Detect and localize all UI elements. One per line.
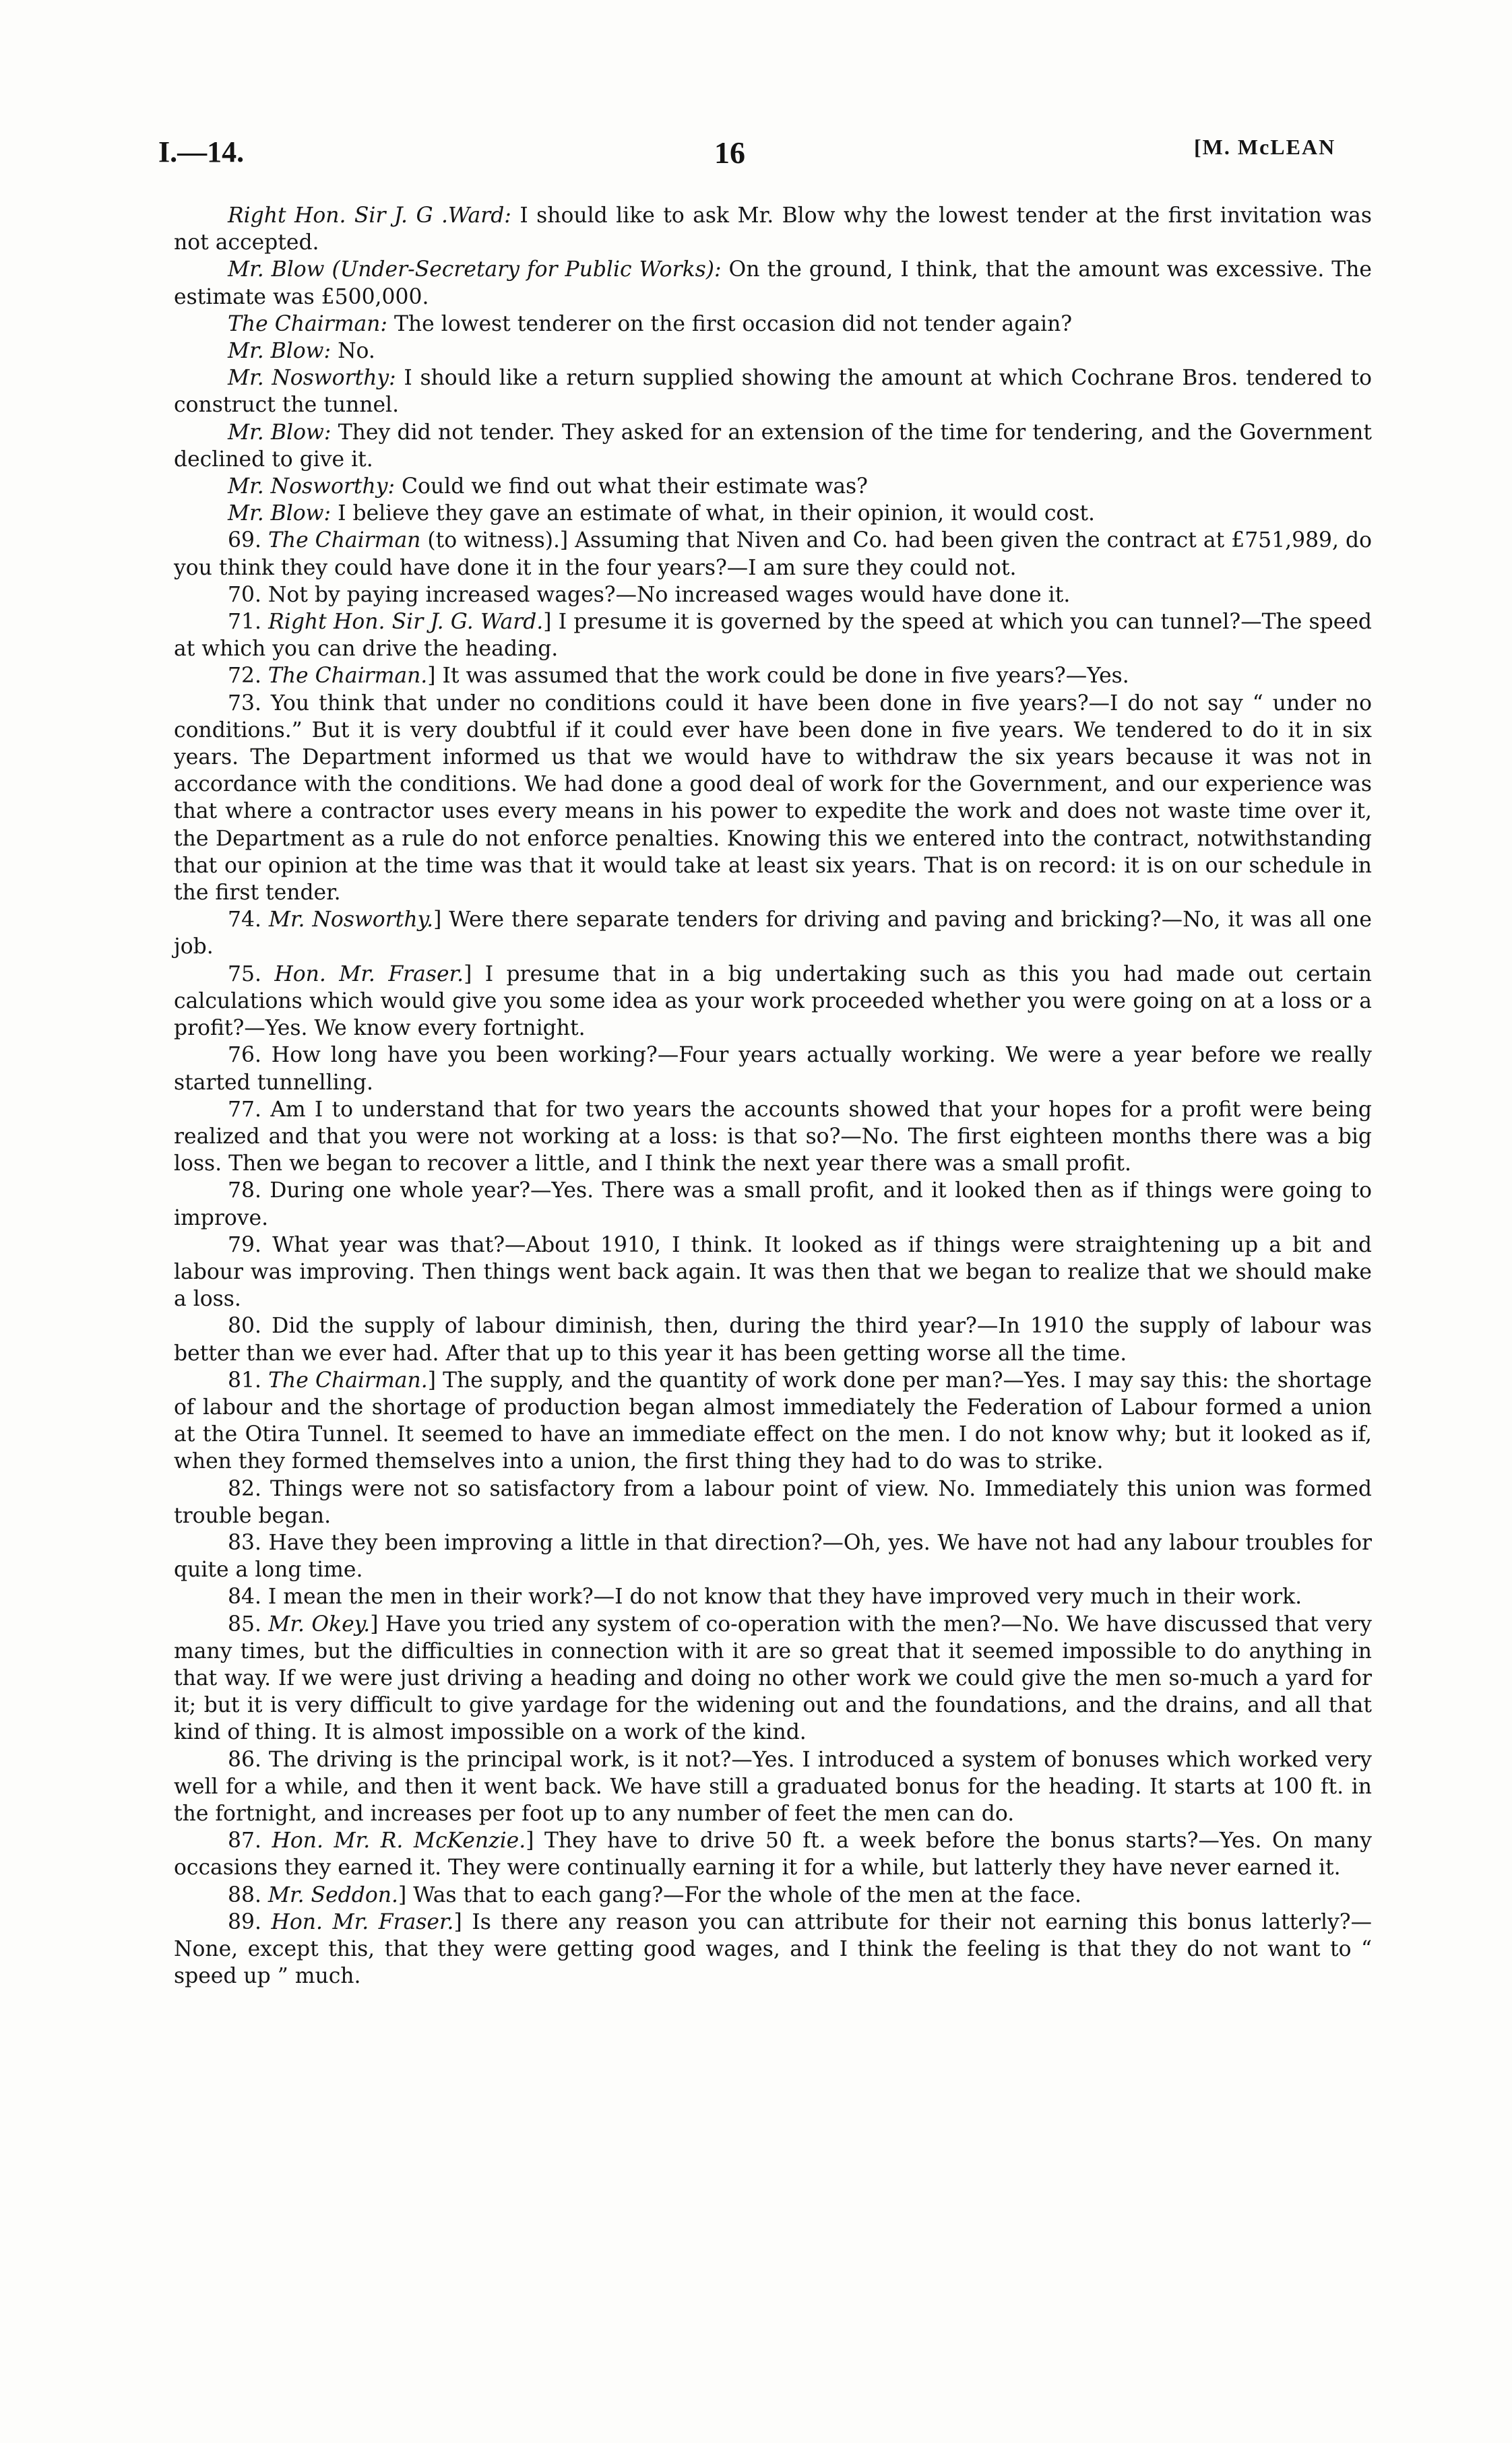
transcript-paragraph	[174, 1746, 1372, 1828]
speaker-name: Right Hon. Sir J. G .Ward:	[228, 203, 511, 228]
page-number: 16	[714, 135, 745, 170]
transcript-paragraph	[174, 1909, 1372, 1990]
transcript-paragraph	[174, 500, 1372, 527]
speaker-name: Mr. Seddon.	[267, 1882, 398, 1907]
question-number: 83.	[228, 1530, 261, 1555]
transcript-paragraph	[174, 1882, 1372, 1909]
speaker-name: The Chairman.	[268, 1368, 428, 1393]
transcript-paragraph	[174, 1042, 1372, 1096]
question-number: 70.	[228, 582, 261, 607]
paragraph-text: You think that under no conditions could it have been done in five years?—I do not say “ under no conditions.” But it is very doubtful if it could ever have been done in five years. We tendered to do it in six years. The Department informed us that we would have to withdraw the six years because it was not in accordance with the conditions. We had done a good deal of work for the Government, and our experience was that where a contractor uses every means in his power to expedite the work and does not waste time over it, the Department as a rule do not enforce penalties. Knowing this we entered into the contract, notwithstanding that our opinion at the time was that it would take at least six years. That is on record: it is on our schedule in the first tender.	[174, 691, 1372, 906]
transcript-paragraph	[174, 608, 1372, 662]
speaker-name: Hon. Mr. R. McKenzie.	[272, 1829, 526, 1853]
paragraph-text: (to witness).] Assuming that Niven and Co. had been given the contract at £751,989, do you think they could have done it in the four years?—I am sure they could not.	[174, 528, 1372, 580]
transcript-paragraph	[174, 473, 1372, 500]
speaker-name: Hon. Mr. Fraser.	[274, 961, 464, 986]
speaker-name: The Chairman	[267, 528, 421, 553]
speaker-name: Mr. Blow:	[228, 420, 332, 445]
paragraph-text: ] It was assumed that the work could be done in five years?—Yes.	[427, 664, 1129, 689]
speaker-name: Mr. Blow (Under-Secretary for Public Works):	[228, 257, 722, 282]
paragraph-text: Am I to understand that for two years the accounts showed that your hopes for a profit were being realized and that you were not working at a loss: is that so?—No. The first eighteen months there was a big loss. Then we began to recover a little, and I think the next year there was a small profit.	[174, 1097, 1372, 1176]
paragraph-text: No.	[338, 339, 375, 364]
transcript-paragraph	[174, 1476, 1372, 1529]
paragraph-text: Things were not so satisfactory from a labour point of view. No. Immediately this union was formed trouble began.	[174, 1476, 1372, 1528]
question-number: 80.	[228, 1314, 261, 1339]
speaker-name: Hon. Mr. Fraser.	[271, 1909, 454, 1934]
question-number: 88.	[228, 1882, 261, 1907]
question-number: 81.	[228, 1368, 261, 1393]
paragraph-text: During one whole year?—Yes. There was a small profit, and it looked then as if things were going to improve.	[174, 1178, 1372, 1230]
transcript-paragraph	[174, 1312, 1372, 1366]
paragraph-text: ] Was that to each gang?—For the whole of the men at the face.	[398, 1882, 1082, 1907]
paragraph-text: I believe they gave an estimate of what, in their opinion, it would cost.	[338, 501, 1096, 526]
transcript-paragraph	[174, 1367, 1372, 1476]
transcript-paragraph	[174, 1177, 1372, 1231]
speaker-name: The Chairman:	[228, 311, 387, 336]
paragraph-text: I should like a return supplied showing the amount at which Cochrane Bros. tendered to construct the tunnel.	[174, 366, 1373, 418]
question-number: 77.	[228, 1097, 261, 1122]
question-number: 73.	[228, 691, 261, 716]
speaker-name: Mr. Nosworthy:	[228, 366, 396, 391]
transcript-paragraph	[174, 1611, 1372, 1746]
document-reference: I.—14.	[158, 135, 245, 168]
paragraph-text: ] The supply, and the quantity of work done per man?—Yes. I may say this: the shortage of labour and the shortage of production began almost immediately the Federation of Labour formed a union at the Otira Tunnel. It seemed to have an immediate effect on the men. I do not know why; but it looked as if, when they formed themselves into a union, the first thing they had to do was to strike.	[174, 1368, 1373, 1474]
question-number: 79.	[228, 1232, 261, 1257]
paragraph-text: On the ground, I think, that the amount was excessive. The estimate was £500,000.	[174, 257, 1373, 309]
speaker-name: Mr. Blow:	[228, 339, 332, 364]
transcript-paragraph	[174, 961, 1372, 1042]
question-number: 78.	[228, 1178, 261, 1203]
question-number: 85.	[228, 1612, 261, 1637]
transcript-paragraph	[174, 1529, 1372, 1583]
paragraph-text: ] Is there any reason you can attribute for their not earning this bonus latterly?—None, except this, that they were getting good wages, and I think the feeling is that they do not want to “ speed up ” much.	[174, 1909, 1372, 1989]
paragraph-text: Not by paying increased wages?—No increased wages would have done it.	[267, 582, 1071, 607]
speaker-name: Mr. Okey.	[268, 1612, 371, 1637]
transcript-paragraph	[174, 364, 1372, 418]
question-number: 82.	[228, 1476, 261, 1501]
transcript-paragraph	[174, 1583, 1372, 1610]
transcript-paragraph	[174, 527, 1372, 581]
transcript-paragraph	[174, 311, 1372, 338]
paragraph-text: The lowest tenderer on the first occasion did not tender again?	[393, 311, 1073, 336]
question-number: 84.	[228, 1585, 261, 1610]
paragraph-text: ] They have to drive 50 ft. a week before the bonus starts?—Yes. On many occasions they earned it. They were continually earning it for a while, but latterly they have never earned it.	[174, 1829, 1372, 1880]
paragraph-text: Have they been improving a little in that direction?—Oh, yes. We have not had any labour troubles for quite a long time.	[174, 1530, 1372, 1583]
paragraph-text: I mean the men in their work?—I do not know that they have improved very much in their work.	[267, 1585, 1302, 1610]
paragraph-text: The driving is the principal work, is it not?—Yes. I introduced a system of bonuses which worked very well for a while, and then it went back. We have still a graduated bonus for the heading. It starts at 100 ft. in the fortnight, and increases per foot up to any number of feet the men can do.	[174, 1747, 1372, 1826]
speaker-name: Mr. Blow:	[228, 501, 332, 526]
transcript-paragraph	[174, 581, 1372, 608]
question-number: 75.	[228, 961, 261, 986]
transcript-paragraph	[174, 906, 1372, 960]
transcript-paragraph	[174, 1232, 1372, 1313]
transcript-paragraph	[174, 662, 1372, 689]
paragraph-text: ] Were there separate tenders for driving and paving and bricking?—No, it was all one job.	[174, 908, 1373, 959]
question-number: 89.	[228, 1909, 261, 1934]
transcript-paragraph	[174, 1827, 1372, 1881]
question-number: 72.	[228, 664, 261, 689]
question-number: 76.	[228, 1043, 261, 1068]
paragraph-text: What year was that?—About 1910, I think. It looked as if things were straightening up a bit and labour was improving. Then things went back again. It was then that we began to realize that we should make a loss.	[174, 1232, 1373, 1312]
paragraph-text: ] I presume that in a big undertaking such as this you had made out certain calculations which would give you some idea as your work proceeded whether you were going on at a loss or a profit?—Yes. We know every fortnight.	[174, 961, 1372, 1041]
question-number: 86.	[228, 1747, 261, 1772]
speaker-name: The Chairman.	[267, 664, 428, 689]
speaker-name: Right Hon. Sir J. G. Ward.	[268, 610, 544, 635]
witness-name: [M. McLEAN	[1194, 135, 1336, 159]
question-number: 71.	[228, 610, 261, 635]
paragraph-text: ] Have you tried any system of co-operation with the men?—No. We have discussed that very many times, but the difficulties in connection with it are so great that it seemed impossible to do anything in that way. If we were just driving a heading and doing no other work we could give the men so-much a yard for it; but it is very difficult to give yardage for the widening out and the foundations, and the drains, and all that kind of thing. It is almost impossible on a work of the kind.	[174, 1612, 1373, 1745]
transcript-paragraph	[174, 338, 1372, 364]
transcript-paragraph	[174, 419, 1372, 473]
question-number: 87.	[228, 1829, 261, 1853]
paragraph-text: I should like to ask Mr. Blow why the lowest tender at the first invitation was not accepted.	[174, 203, 1372, 255]
paragraph-text: ] I presume it is governed by the speed at which you can tunnel?—The speed at which you can drive the heading.	[174, 610, 1372, 662]
paragraph-text: Did the supply of labour diminish, then, during the third year?—In 1910 the supply of labour was better than we ever had. After that up to this year it has been getting worse all the time.	[174, 1314, 1372, 1366]
transcript-body	[174, 202, 1372, 1990]
paragraph-text: How long have you been working?—Four years actually working. We were a year before we really started tunnelling.	[174, 1043, 1372, 1095]
speaker-name: Mr. Nosworthy.	[268, 908, 434, 932]
transcript-paragraph	[174, 690, 1372, 907]
transcript-paragraph	[174, 1096, 1372, 1178]
transcript-paragraph	[174, 202, 1372, 256]
paragraph-text: They did not tender. They asked for an extension of the time for tendering, and the Government declined to give it.	[174, 420, 1372, 472]
speaker-name: Mr. Nosworthy:	[228, 474, 396, 499]
transcript-paragraph	[174, 256, 1372, 310]
question-number: 69.	[228, 528, 261, 553]
question-number: 74.	[228, 908, 261, 932]
paragraph-text: Could we find out what their estimate was?	[402, 474, 868, 499]
